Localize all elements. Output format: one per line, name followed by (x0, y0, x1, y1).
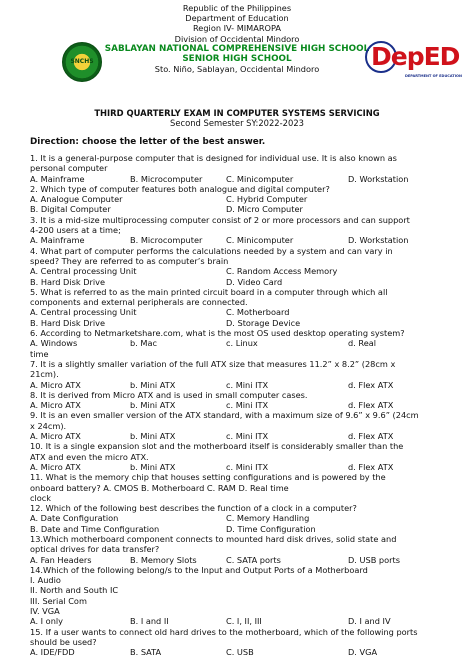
answer-options-row (30, 338, 470, 348)
header-department: Department of Education (185, 13, 289, 24)
answer-option: A. Micro ATX (30, 461, 81, 472)
question-text-line: optical drives for data transfer? (30, 544, 160, 555)
answer-option: B. Date and Time Configuration (30, 523, 160, 534)
answer-option: C. USB (226, 647, 254, 658)
answer-option: B. Microcomputer (130, 173, 203, 184)
answer-option: A. Micro ATX (30, 379, 81, 390)
question-text-line: ATX and even the micro ATX. (30, 451, 149, 462)
question-text-line: 4. What part of computer performs the calculations needed by a system and can vary in (30, 245, 393, 256)
answer-option: C. Random Access Memory (226, 266, 338, 277)
answer-option: D. Workstation (348, 235, 409, 246)
question-text-line: should be used? (30, 636, 97, 647)
question-text-line: 11. What is the memory chip that houses setting configurations and is powered by the (30, 472, 386, 483)
question-text-line: clock (30, 492, 52, 503)
header-republic: Republic of the Philippines (182, 3, 292, 13)
answer-option: c. Linux (226, 338, 258, 349)
question-text-line: 3. It is a mid-size multiprocessing computer consist of 2 or more processors and can support (30, 214, 410, 225)
answer-option: C. Minicomputer (226, 173, 294, 184)
answer-options-row (30, 204, 470, 214)
question-text-line: II. North and South IC (30, 585, 119, 596)
answer-option: B. Microcomputer (130, 235, 203, 246)
answer-option: b. Mini ATX (130, 379, 176, 390)
question-text-line: 14.Which of the following belong/s to the Input and Output Ports of a Motherboard (30, 564, 368, 575)
answer-option: D. Storage Device (226, 317, 301, 328)
question-text-line: speed? They are referred to as computer’s brain (30, 255, 229, 266)
header-division: Division of Occidental Mindoro (174, 33, 300, 44)
answer-options-row (30, 647, 470, 657)
answer-option: D. Video Card (226, 276, 283, 287)
answer-option: C. Motherboard (226, 307, 290, 318)
answer-option: C. Hybrid Computer (226, 194, 308, 205)
school-address: Sto. Niño, Sablayan, Occidental Mindoro (154, 64, 320, 75)
answer-options-row (30, 174, 470, 184)
exam-title: THIRD QUARTERLY EXAM IN COMPUTER SYSTEMS SERVICING (94, 108, 380, 118)
answer-option: C. SATA ports (226, 554, 281, 565)
answer-option: d. Flex ATX (348, 461, 394, 472)
answer-options-row (30, 277, 470, 287)
answer-option: B. Hard Disk Drive (30, 317, 106, 328)
answer-options-row (30, 266, 470, 276)
question-text-line: 7. It is a slightly smaller variation of the full ATX size that measures 11.2” x 8.2” (28cm x (30, 358, 396, 369)
answer-option: B. Digital Computer (30, 204, 111, 215)
answer-option: d. Real (348, 338, 377, 349)
answer-option: A. Date Configuration (30, 513, 119, 524)
school-seal-icon: SNCHS (62, 42, 102, 82)
question-text-line: components and external peripherals are connected. (30, 297, 248, 308)
question-text-line: 6. According to Netmarketshare.com, what is the most OS used desktop operating system? (30, 328, 405, 339)
answer-option: C. Memory Handling (226, 513, 310, 524)
answer-option: B. Memory Slots (130, 554, 197, 565)
answer-options-row (30, 555, 470, 565)
senior-high-label: SENIOR HIGH SCHOOL (182, 54, 292, 65)
answer-option: A. I only (30, 616, 63, 627)
answer-option: A. Fan Headers (30, 554, 92, 565)
deped-logo-icon: DepED DEPARTMENT OF EDUCATION (365, 41, 460, 79)
answer-options-row (30, 307, 470, 317)
answer-option: A. Mainframe (30, 235, 85, 246)
exam-heading (0, 108, 474, 129)
answer-option: D. USB ports (348, 554, 400, 565)
answer-option: A. Mainframe (30, 173, 85, 184)
answer-option: B. I and II (130, 616, 169, 627)
exam-semester: Second Semester SY:2022-2023 (170, 118, 304, 129)
answer-option: b. Mac (130, 338, 157, 349)
question-text-line: 13.Which motherboard component connects to mounted hard disk drives, solid state and (30, 533, 397, 544)
answer-option: A. Micro ATX (30, 431, 81, 442)
answer-options-row (30, 194, 470, 204)
answer-option: A. Micro ATX (30, 400, 81, 411)
answer-options-row (30, 318, 470, 328)
answer-option: D. I and IV (348, 616, 391, 627)
answer-options-row (30, 431, 470, 441)
answer-option: d. Flex ATX (348, 379, 394, 390)
answer-option: A. Central processing Unit (30, 266, 137, 277)
school-name: SABLAYAN NATIONAL COMPREHENSIVE HIGH SCHOOL (104, 43, 370, 54)
question-text-line: 8. It is derived from Micro ATX and is used in small computer cases. (30, 389, 308, 400)
answer-option: d. Flex ATX (348, 431, 394, 442)
question-text-line: 12. Which of the following best describes the function of a clock in a computer? (30, 503, 357, 514)
question-text-line: 10. It is a single expansion slot and the motherboard itself is considerably smaller than the (30, 441, 404, 452)
question-text-line: 5. What is referred to as the main printed circuit board in a computer through which all (30, 286, 388, 297)
directions: Direction: choose the letter of the best answer. (30, 137, 266, 147)
question-list (30, 153, 470, 658)
answer-option: D. Workstation (348, 173, 409, 184)
answer-option: B. Hard Disk Drive (30, 276, 106, 287)
answer-option: b. Mini ATX (130, 431, 176, 442)
answer-options-row (30, 462, 470, 472)
answer-option: c. Mini ITX (226, 400, 269, 411)
question-text-line: personal computer (30, 163, 108, 174)
question-text-line: 1. It is a general-purpose computer that is designed for individual use. It is also known as (30, 153, 397, 163)
question-text-line: 2. Which type of computer features both analogue and digital computer? (30, 183, 330, 194)
question-text-line: 15. If a user wants to connect old hard drives to the motherboard, which of the following ports (30, 626, 418, 637)
answer-option: A. IDE/FDD (30, 647, 75, 658)
question-text-line: 21cm). (30, 369, 59, 380)
answer-options-row (30, 513, 470, 523)
answer-option: D. VGA (348, 647, 378, 658)
question-text-line: 4-200 users at a time; (30, 225, 121, 236)
answer-option: B. SATA (130, 647, 162, 658)
answer-options-row (30, 616, 470, 626)
answer-option: c. Mini ITX (226, 461, 269, 472)
answer-option: A. Windows (30, 338, 78, 349)
answer-options-row (30, 235, 470, 245)
answer-option: d. Flex ATX (348, 400, 394, 411)
answer-option: A. Central processing Unit (30, 307, 137, 318)
answer-option: A. Analogue Computer (30, 194, 123, 205)
question-text-line: x 24cm). (30, 420, 67, 431)
question-text-line: I. Audio (30, 575, 61, 586)
question-text-line: IV. VGA (30, 606, 60, 617)
header-region: Region IV- MIMAROPA (192, 23, 281, 34)
answer-options-row (30, 400, 470, 410)
question-text-line: onboard battery? A. CMOS B. Motherboard C. RAM D. Real time (30, 482, 289, 493)
answer-option: b. Mini ATX (130, 461, 176, 472)
answer-option: c. Mini ITX (226, 431, 269, 442)
answer-option: D. Time Configuration (226, 523, 316, 534)
answer-option: C. Minicomputer (226, 235, 294, 246)
answer-options-row (30, 524, 470, 534)
question-text-line: III. Serial Com (30, 595, 87, 606)
answer-options-row (30, 380, 470, 390)
question-text-line: 9. It is an even smaller version of the ATX standard, with a maximum size of 9.6” x 9.6” (24cm (30, 410, 419, 421)
answer-option: C. I, II, III (226, 616, 262, 627)
answer-option: D. Micro Computer (226, 204, 303, 215)
answer-option: c. Mini ITX (226, 379, 269, 390)
answer-option: b. Mini ATX (130, 400, 176, 411)
question-text-line: time (30, 348, 49, 359)
